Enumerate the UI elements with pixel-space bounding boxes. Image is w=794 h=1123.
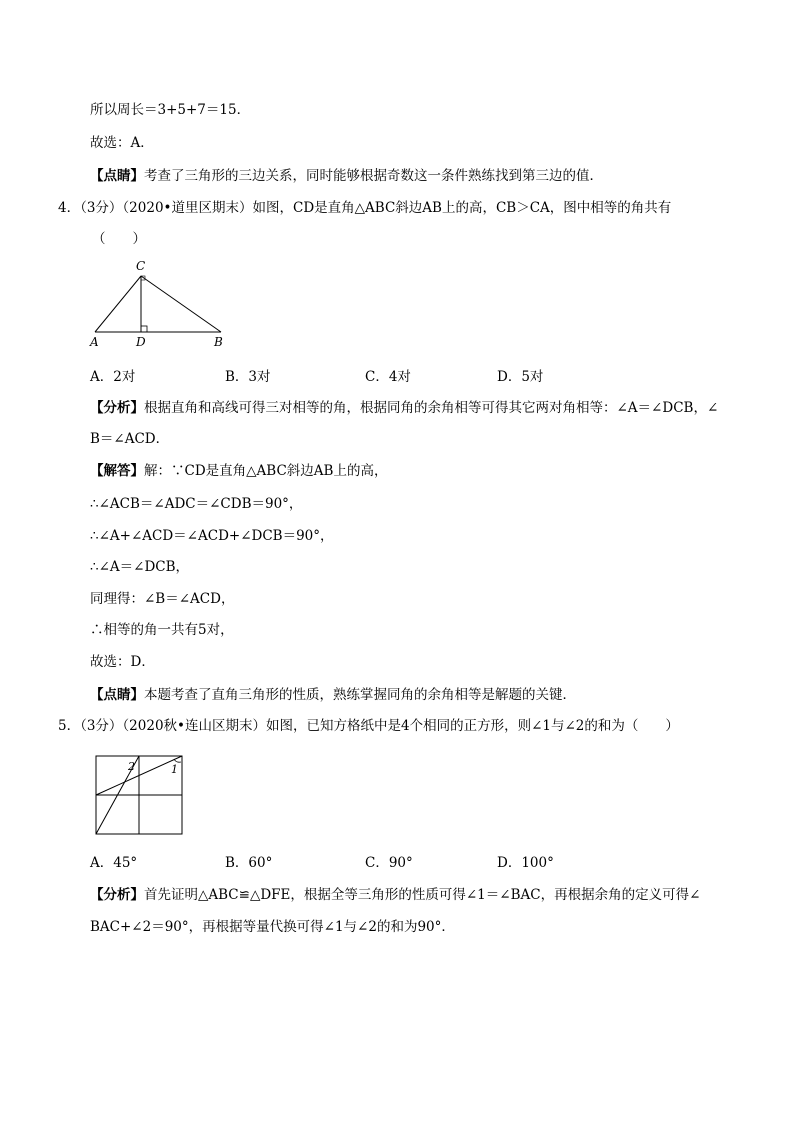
- q4-option-b: B．3对: [225, 369, 271, 385]
- q4-solution-line1: [90, 461, 387, 481]
- q5-option-b: B．60°: [225, 855, 273, 871]
- q4-solution-line5: 同理得：∠B＝∠ACD，: [90, 591, 235, 607]
- label-angle-2: 2: [128, 760, 135, 773]
- side-cb: [141, 276, 221, 332]
- q5-analysis-line1: [90, 885, 700, 905]
- q4-option-c: C．4对: [365, 369, 411, 385]
- q4-solution-line7: 故选：D．: [90, 654, 155, 670]
- q4-option-a: A．2对: [90, 369, 136, 385]
- comment-text: 本题考查了直角三角形的性质，熟练掌握同角的余角相等是解题的关键．: [144, 687, 576, 703]
- label-a: A: [90, 335, 99, 349]
- right-angle-mark-d: [141, 326, 147, 332]
- comment-tag: 【点睛】: [90, 168, 144, 184]
- q4-solution-line2: ∴∠ACB＝∠ADC＝∠CDB＝90°，: [90, 496, 303, 512]
- side-ac: [95, 276, 141, 332]
- prev-answer-line: 故选：A．: [90, 135, 154, 151]
- comment-text: 考查了三角形的三边关系，同时能够根据奇数这一条件熟练找到第三边的值．: [144, 168, 603, 184]
- q4-analysis-line1: [90, 398, 718, 418]
- q5-grid-figure: [94, 754, 186, 836]
- q4-triangle-figure: [86, 258, 232, 354]
- q4-option-d: D．5对: [497, 369, 544, 385]
- label-c: C: [136, 259, 146, 273]
- analysis-text: 首先证明△ABC≌△DFE，根据全等三角形的性质可得∠1＝∠BAC，再根据余角的定义可得∠: [144, 887, 701, 903]
- q4-solution-line6: ∴相等的角一共有5对，: [90, 622, 234, 638]
- prev-comment-line: [90, 166, 603, 186]
- q4-stem: 4．（3分）（2020•道里区期末）如图，CD是直角△ABC斜边AB上的高，CB＞CA，图中相等的角共有: [58, 200, 672, 216]
- label-b: B: [214, 335, 223, 349]
- label-d: D: [136, 335, 146, 349]
- solution-tag: 【解答】: [90, 463, 144, 479]
- q5-option-d: D．100°: [497, 855, 554, 871]
- q4-solution-line4: ∴∠A＝∠DCB，: [90, 559, 190, 575]
- comment-tag: 【点睛】: [90, 687, 144, 703]
- perimeter-line: 所以周长＝3+5+7＝15．: [90, 102, 251, 118]
- solution-text: 解：∵CD是直角△ABC斜边AB上的高，: [144, 463, 388, 479]
- analysis-tag: 【分析】: [90, 887, 144, 903]
- analysis-text: 根据直角和高线可得三对相等的角，根据同角的余角相等可得其它两对角相等：∠A＝∠DCB，∠: [144, 400, 719, 416]
- q4-analysis-line2: B＝∠ACD．: [90, 431, 170, 447]
- q4-triangle-svg: [86, 258, 232, 354]
- q5-analysis-line2: BAC+∠2＝90°，再根据等量代换可得∠1与∠2的和为90°．: [90, 919, 455, 935]
- q4-solution-line3: ∴∠A+∠ACD＝∠ACD+∠DCB＝90°，: [90, 528, 334, 544]
- q5-stem: 5．（3分）（2020秋•连山区期末）如图，已知方格纸中是4个相同的正方形，则∠1与∠2的和为（ ）: [58, 718, 679, 734]
- q5-option-c: C．90°: [365, 855, 413, 871]
- q5-grid-svg: [94, 754, 186, 836]
- q4-paren: （ ）: [92, 231, 146, 247]
- label-angle-1: 1: [171, 763, 178, 776]
- q4-comment-line: [90, 685, 576, 705]
- analysis-tag: 【分析】: [90, 400, 144, 416]
- q5-option-a: A．45°: [90, 855, 138, 871]
